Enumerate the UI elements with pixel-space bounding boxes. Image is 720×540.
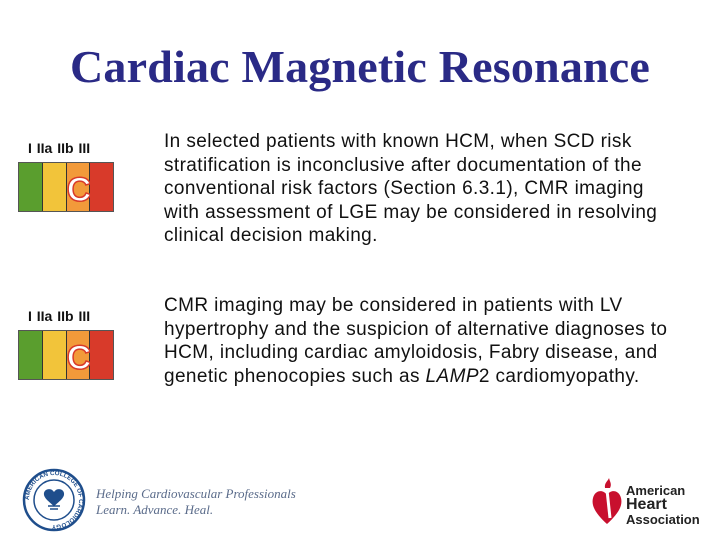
text-before: CMR imaging may be considered in patients with LV hypertrophy and the suspicion of alternative diagnoses to HCM, including cardiac amyloidosis, Fabry disease, and genetic phenocopies such as [164, 295, 668, 387]
class-labels: I IIa IIb III [28, 308, 91, 324]
svg-text:C: C [66, 339, 92, 377]
class-labels: I IIa IIb III [28, 140, 91, 156]
heart-torch-icon [590, 478, 624, 528]
class-iii-cell [90, 331, 113, 379]
class-iia-cell [43, 331, 67, 379]
acc-seal-logo [22, 468, 86, 532]
class-iia-cell [43, 163, 67, 211]
aha-logo [590, 478, 710, 528]
acc-tagline: Helping Cardiovascular Professionals Learn. Advance. Heal. [96, 486, 296, 517]
text-after: 2 cardiomyopathy. [478, 365, 640, 387]
level-of-evidence-c [66, 338, 92, 377]
svg-text:C: C [66, 171, 92, 209]
class-iii-cell [90, 163, 113, 211]
recommendation-text [164, 294, 684, 388]
svg-text:AMERICAN COLLEGE OF CARDIOLOGY: AMERICAN COLLEGE OF CARDIOLOGY [23, 469, 85, 531]
gene-name: LAMP [425, 365, 479, 387]
recommendation-text: In selected patients with known HCM, when SCD risk stratification is inconclusive after documentation of the conventional risk factors (Section 6.3.1), CMR imaging with assessment of LGE may be considered in resolving clinical decision making. [164, 131, 658, 246]
level-of-evidence-c [66, 170, 92, 209]
class-i-cell [19, 163, 43, 211]
class-i-cell [19, 331, 43, 379]
aha-wordmark: American Heart Association [626, 483, 700, 527]
page-title: Cardiac Magnetic Resonance [69, 41, 651, 92]
